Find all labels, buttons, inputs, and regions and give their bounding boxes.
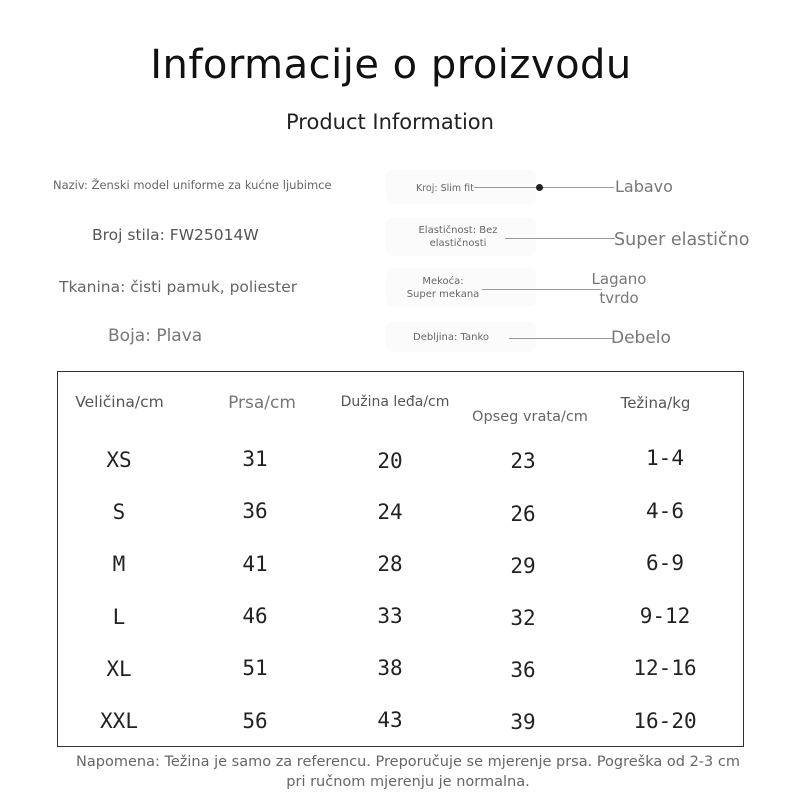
product-name: Naziv: Ženski model uniforme za kućne ljubimce (53, 178, 332, 192)
table-cell-back-length: 43 (377, 708, 403, 732)
table-cell-weight: 4-6 (646, 499, 684, 523)
table-cell-weight: 9-12 (639, 604, 691, 628)
attribute-thickness-scale (509, 338, 613, 339)
table-cell-neck: 39 (510, 710, 536, 734)
attribute-fit-label: Kroj: Slim fit (416, 183, 474, 194)
attribute-thickness-max: Debelo (611, 328, 671, 348)
table-cell-neck: 23 (510, 449, 536, 473)
table-cell-chest: 51 (242, 656, 268, 680)
attribute-fit-max: Labavo (615, 177, 673, 196)
table-cell-back-length: 38 (377, 656, 403, 680)
table-cell-back-length: 24 (377, 500, 403, 524)
attribute-softness-max-line1: Lagano (591, 270, 647, 288)
table-cell-back-length: 20 (377, 449, 403, 473)
style-number: Broj stila: FW25014W (92, 226, 259, 244)
table-header-size: Veličina/cm (75, 393, 164, 411)
attribute-fit-marker (536, 184, 543, 191)
attribute-elasticity-label (411, 224, 505, 250)
attribute-elasticity-max: Super elastično (614, 230, 750, 250)
attribute-elasticity-scale (505, 238, 615, 239)
table-header-chest: Prsa/cm (228, 393, 296, 413)
table-cell-size: XS (106, 448, 132, 472)
table-cell-size: L (112, 605, 126, 629)
table-cell-size: M (112, 552, 126, 576)
attribute-softness-label-line1: Mekoća: (422, 276, 464, 287)
table-cell-back-length: 33 (377, 604, 403, 628)
measurement-note-line2: pri ručnom mjerenju je normalna. (286, 774, 530, 790)
table-cell-size: XL (106, 657, 132, 681)
attribute-softness-label (404, 275, 482, 301)
table-cell-back-length: 28 (377, 552, 403, 576)
table-cell-neck: 26 (510, 502, 536, 526)
attribute-softness-label-line2: Super mekana (406, 289, 480, 300)
table-cell-weight: 1-4 (646, 446, 684, 470)
table-cell-size: S (112, 500, 126, 524)
fabric: Tkanina: čisti pamuk, poliester (59, 278, 298, 296)
table-cell-chest: 41 (242, 552, 268, 576)
table-header-neck: Opseg vrata/cm (472, 409, 588, 425)
attribute-fit-scale (474, 187, 614, 188)
table-cell-chest: 36 (242, 499, 268, 523)
page-title: Informacije o proizvodu (150, 42, 632, 88)
table-cell-chest: 56 (242, 709, 268, 733)
table-cell-weight: 16-20 (633, 709, 697, 733)
table-cell-neck: 36 (510, 658, 536, 682)
table-cell-size: XXL (100, 709, 138, 733)
measurement-note-line1: Napomena: Težina je samo za referencu. Preporučuje se mjerenje prsa. Pogreška od 2-3 cm (76, 754, 740, 770)
attribute-softness-max-line2: tvrdo (599, 289, 639, 307)
color: Boja: Plava (108, 326, 203, 346)
table-cell-weight: 12-16 (633, 656, 697, 680)
measurement-note (40, 752, 776, 792)
table-cell-weight: 6-9 (646, 551, 684, 575)
attribute-thickness-label: Debljina: Tanko (413, 332, 490, 343)
table-cell-neck: 29 (510, 554, 536, 578)
table-cell-chest: 31 (242, 447, 268, 471)
table-header-weight: Težina/kg (620, 394, 691, 412)
attribute-elasticity-label-line1: Elastičnost: Bez (418, 225, 498, 236)
table-cell-neck: 32 (510, 606, 536, 630)
attribute-elasticity-label-line2: elastičnosti (429, 238, 487, 249)
attribute-softness-max (584, 270, 654, 308)
page-subtitle: Product Information (286, 110, 494, 134)
table-header-back-length: Dužina leđa/cm (340, 394, 450, 410)
table-cell-chest: 46 (242, 604, 268, 628)
